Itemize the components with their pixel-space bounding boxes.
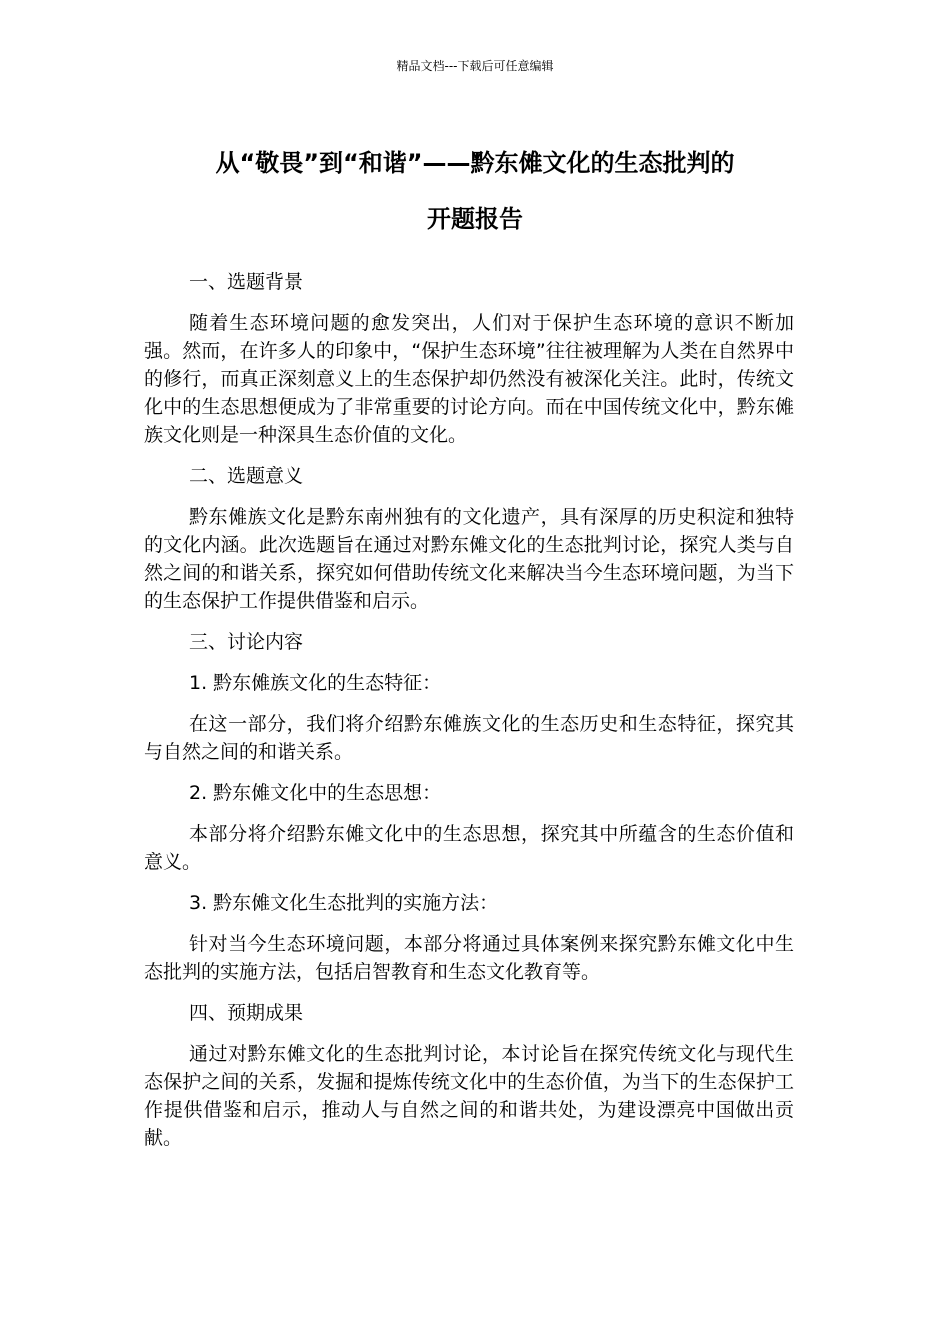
paragraph-significance: 黔东傩族文化是黔东南州独有的文化遗产，具有深厚的历史积淀和独特的文化内涵。此次选题旨在通过对黔东傩文化的生态批判讨论，探究人类与自然之间的和谐关系，探究如何借助传统文化来解决当今生态环境问题，为当下的生态保护工作提供借鉴和启示。: [144, 506, 794, 612]
title-line-1: 从“敬畏”到“和谐”——黔东傩文化的生态批判的: [215, 149, 735, 177]
section-heading-expected-results: 四、预期成果: [189, 1002, 304, 1024]
document-body: [144, 268, 794, 1152]
subheading-ecological-thought: 2. 黔东傩文化中的生态思想：: [189, 782, 442, 804]
paragraph-expected-results: 通过对黔东傩文化的生态批判讨论，本讨论旨在探究传统文化与现代生态保护之间的关系，发掘和提炼传统文化中的生态价值，为当下的生态保护工作提供借鉴和启示，推动人与自然之间的和谐共处，为建设漂亮中国做出贡献。: [144, 1043, 794, 1149]
title-line-2: 开题报告: [427, 205, 523, 233]
subheading-implementation-methods: 3. 黔东傩文化生态批判的实施方法：: [189, 892, 499, 914]
paragraph-background: 随着生态环境问题的愈发突出，人们对于保护生态环境的意识不断加强。然而，在许多人的印象中，“保护生态环境”往往被理解为人类在自然界中的修行，而真正深刻意义上的生态保护却仍然没有被深化关注。此时，传统文化中的生态思想便成为了非常重要的讨论方向。而在中国传统文化中，黔东傩族文化则是一种深具生态价值的文化。: [144, 312, 794, 446]
section-heading-background: 一、选题背景: [189, 271, 304, 293]
paragraph-ecological-thought: 本部分将介绍黔东傩文化中的生态思想，探究其中所蕴含的生态价值和意义。: [144, 823, 794, 873]
paragraph-ecological-features: 在这一部分，我们将介绍黔东傩族文化的生态历史和生态特征，探究其与自然之间的和谐关系。: [144, 713, 794, 763]
page-header: 精品文档---下载后可任意编辑: [396, 59, 554, 73]
subheading-ecological-features: 1. 黔东傩族文化的生态特征：: [189, 672, 442, 694]
section-heading-content: 三、讨论内容: [189, 631, 304, 653]
paragraph-implementation-methods: 针对当今生态环境问题，本部分将通过具体案例来探究黔东傩文化中生态批判的实施方法，包括启智教育和生态文化教育等。: [144, 933, 794, 983]
document-title: [100, 135, 850, 247]
section-heading-significance: 二、选题意义: [189, 465, 304, 487]
